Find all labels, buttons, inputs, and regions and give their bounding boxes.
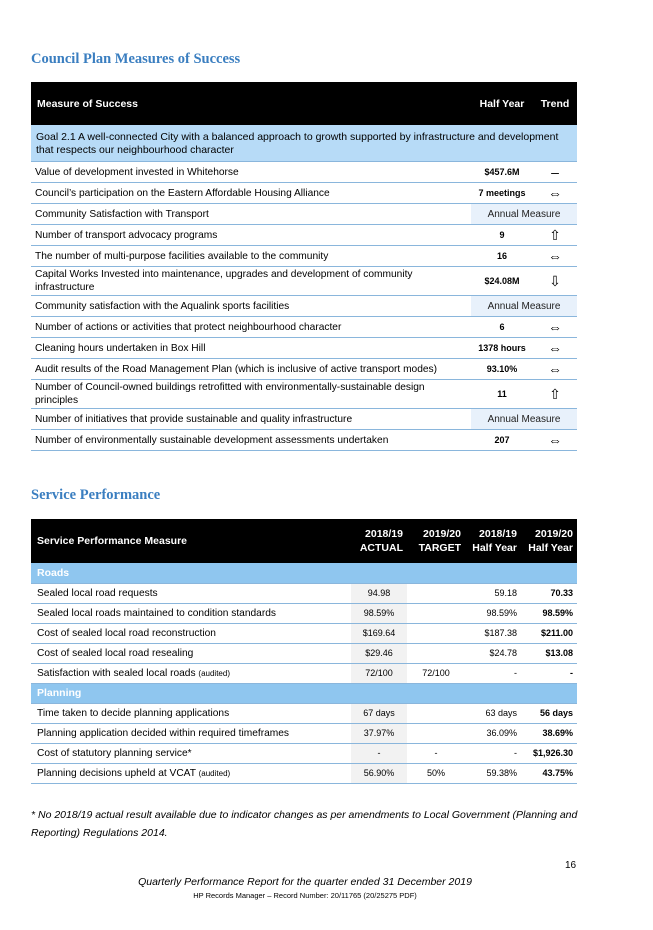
trend-arrow-icon: ⇔: [533, 246, 577, 267]
service-row: [31, 603, 577, 623]
half-year-value: $1,926.30: [521, 743, 577, 763]
prev-half-year-value: 98.59%: [465, 603, 521, 623]
service-measure-text: Cost of sealed local road reconstruction: [37, 627, 216, 639]
service-measure-text: Sealed local road requests: [37, 587, 158, 599]
measure-label: Council’s participation on the Eastern Affordable Housing Alliance: [31, 183, 471, 204]
annual-measure-badge: Annual Measure: [471, 296, 577, 317]
half-year-value: 70.33: [521, 583, 577, 603]
service-row: [31, 703, 577, 723]
measure-label: Number of Council-owned buildings retrofitted with environmentally-sustainable design principles: [31, 380, 471, 409]
service-measure-text: Sealed local roads maintained to condition standards: [37, 607, 276, 619]
prev-half-year-value: 36.09%: [465, 723, 521, 743]
audited-note: (audited): [198, 668, 230, 678]
service-header-row: [31, 519, 577, 563]
half-year-value: 98.59%: [521, 603, 577, 623]
service-row: [31, 743, 577, 763]
section-title-council-plan: Council Plan Measures of Success: [31, 51, 241, 67]
actual-value: 94.98: [351, 583, 407, 603]
half-year-value: 207: [471, 430, 533, 451]
trend-header: Trend: [533, 82, 577, 125]
target-value: [407, 723, 465, 743]
footer-title: Quarterly Performance Report for the quarter ended 31 December 2019: [138, 876, 472, 888]
prev-half-year-value: 59.18: [465, 583, 521, 603]
measure-label: Number of environmentally sustainable development assessments undertaken: [31, 430, 471, 451]
target-value: 72/100: [407, 663, 465, 683]
actual-value: 98.59%: [351, 603, 407, 623]
target-value: -: [407, 743, 465, 763]
measure-row: [31, 246, 577, 267]
prev-half-year-value: 59.38%: [465, 763, 521, 783]
prev-half-year-value: -: [465, 743, 521, 763]
service-measure-label: [31, 643, 351, 663]
service-measure-text: Planning decisions upheld at VCAT: [37, 767, 196, 779]
measure-row: [31, 204, 577, 225]
service-row: [31, 763, 577, 783]
service-measure-label: [31, 763, 351, 783]
audited-note: (audited): [198, 768, 231, 778]
footnote: * No 2018/19 actual result available due to indicator changes as per amendments to Local Government (Planning and Reporting) Regulations 2014.: [31, 809, 578, 839]
service-measure-header: Service Performance Measure: [31, 519, 351, 563]
target-value: [407, 623, 465, 643]
service-measure-label: [31, 623, 351, 643]
half-year-value: 1378 hours: [471, 338, 533, 359]
actual-header: 2018/19 ACTUAL: [351, 519, 407, 563]
half-year-value: 11: [471, 380, 533, 409]
service-row: [31, 643, 577, 663]
goal-row: [31, 125, 577, 162]
service-row: [31, 583, 577, 603]
section-roads-label: Roads: [31, 563, 577, 583]
measures-header-row: [31, 82, 577, 125]
half-year-value: 93.10%: [471, 359, 533, 380]
target-value: [407, 703, 465, 723]
service-measure-text: Cost of statutory planning service*: [37, 747, 192, 759]
measure-row: [31, 359, 577, 380]
target-value: [407, 603, 465, 623]
measure-row: [31, 380, 577, 409]
trend-arrow-icon: –: [533, 162, 577, 183]
measure-label: Community Satisfaction with Transport: [31, 204, 471, 225]
half-year-value: 6: [471, 317, 533, 338]
prev-half-year-header: 2018/19 Half Year: [465, 519, 521, 563]
measure-row: [31, 409, 577, 430]
half-year-value: -: [521, 663, 577, 683]
service-table: [31, 519, 577, 784]
section-planning-row: [31, 683, 577, 703]
measure-row: [31, 338, 577, 359]
section-planning-label: Planning: [31, 683, 577, 703]
trend-arrow-icon: ⇔: [533, 338, 577, 359]
measure-row: [31, 225, 577, 246]
service-measure-label: [31, 723, 351, 743]
trend-arrow-icon: ⇧: [533, 380, 577, 409]
half-year-value: $211.00: [521, 623, 577, 643]
measure-label: The number of multi-purpose facilities available to the community: [31, 246, 471, 267]
section-roads-row: [31, 563, 577, 583]
half-year-value: 7 meetings: [471, 183, 533, 204]
actual-value: $29.46: [351, 643, 407, 663]
service-row: [31, 723, 577, 743]
measure-label: Number of actions or activities that protect neighbourhood character: [31, 317, 471, 338]
actual-value: -: [351, 743, 407, 763]
half-year-value: 43.75%: [521, 763, 577, 783]
prev-half-year-value: -: [465, 663, 521, 683]
measure-label: Number of transport advocacy programs: [31, 225, 471, 246]
half-year-value: $24.08M: [471, 267, 533, 296]
target-value: [407, 643, 465, 663]
measure-row: [31, 183, 577, 204]
half-year-header: 2019/20 Half Year: [521, 519, 577, 563]
measure-label: Community satisfaction with the Aqualink sports facilities: [31, 296, 471, 317]
measure-label: Cleaning hours undertaken in Box Hill: [31, 338, 471, 359]
prev-half-year-value: 63 days: [465, 703, 521, 723]
trend-arrow-icon: ⇔: [533, 359, 577, 380]
measure-label: Number of initiatives that provide sustainable and quality infrastructure: [31, 409, 471, 430]
goal-text: Goal 2.1 A well-connected City with a balanced approach to growth supported by infrastructure and development that respects our neighbourhood character: [31, 125, 577, 162]
service-measure-text: Cost of sealed local road resealing: [37, 647, 194, 659]
trend-arrow-icon: ⇔: [533, 317, 577, 338]
half-year-header: Half Year: [471, 82, 533, 125]
measure-label: Capital Works Invested into maintenance, upgrades and development of community infrastructure: [31, 267, 471, 296]
actual-value: 67 days: [351, 703, 407, 723]
measures-table: [31, 82, 577, 451]
actual-value: $169.64: [351, 623, 407, 643]
service-measure-label: [31, 663, 351, 683]
prev-half-year-value: $24.78: [465, 643, 521, 663]
half-year-value: $13.08: [521, 643, 577, 663]
measure-row: [31, 267, 577, 296]
target-value: 50%: [407, 763, 465, 783]
prev-half-year-value: $187.38: [465, 623, 521, 643]
service-measure-text: Satisfaction with sealed local roads: [37, 667, 196, 679]
half-year-value: 38.69%: [521, 723, 577, 743]
service-measure-label: [31, 743, 351, 763]
trend-arrow-icon: ⇩: [533, 267, 577, 296]
service-row: [31, 663, 577, 683]
half-year-value: 56 days: [521, 703, 577, 723]
target-header: 2019/20 TARGET: [407, 519, 465, 563]
actual-value: 37.97%: [351, 723, 407, 743]
footer-record-number: HP Records Manager – Record Number: 20/11765 (20/25275 PDF): [193, 891, 417, 900]
trend-arrow-icon: ⇔: [533, 183, 577, 204]
trend-arrow-icon: ⇧: [533, 225, 577, 246]
page-number: 16: [565, 860, 577, 871]
measure-header: Measure of Success: [31, 82, 471, 125]
service-measure-text: Planning application decided within required timeframes: [37, 727, 290, 739]
half-year-value: 16: [471, 246, 533, 267]
measure-row: [31, 162, 577, 183]
half-year-value: $457.6M: [471, 162, 533, 183]
service-row: [31, 623, 577, 643]
measure-row: [31, 317, 577, 338]
service-measure-label: [31, 703, 351, 723]
measure-label: Value of development invested in Whitehorse: [31, 162, 471, 183]
service-measure-text: Time taken to decide planning applications: [37, 707, 230, 719]
section-title-service-performance: Service Performance: [31, 487, 161, 503]
measure-label: Audit results of the Road Management Plan (which is inclusive of active transport modes): [31, 359, 471, 380]
target-value: [407, 583, 465, 603]
actual-value: 72/100: [351, 663, 407, 683]
annual-measure-badge: Annual Measure: [471, 204, 577, 225]
measure-row: [31, 296, 577, 317]
actual-value: 56.90%: [351, 763, 407, 783]
measure-row: [31, 430, 577, 451]
service-measure-label: [31, 583, 351, 603]
trend-arrow-icon: ⇔: [533, 430, 577, 451]
half-year-value: 9: [471, 225, 533, 246]
annual-measure-badge: Annual Measure: [471, 409, 577, 430]
service-measure-label: [31, 603, 351, 623]
